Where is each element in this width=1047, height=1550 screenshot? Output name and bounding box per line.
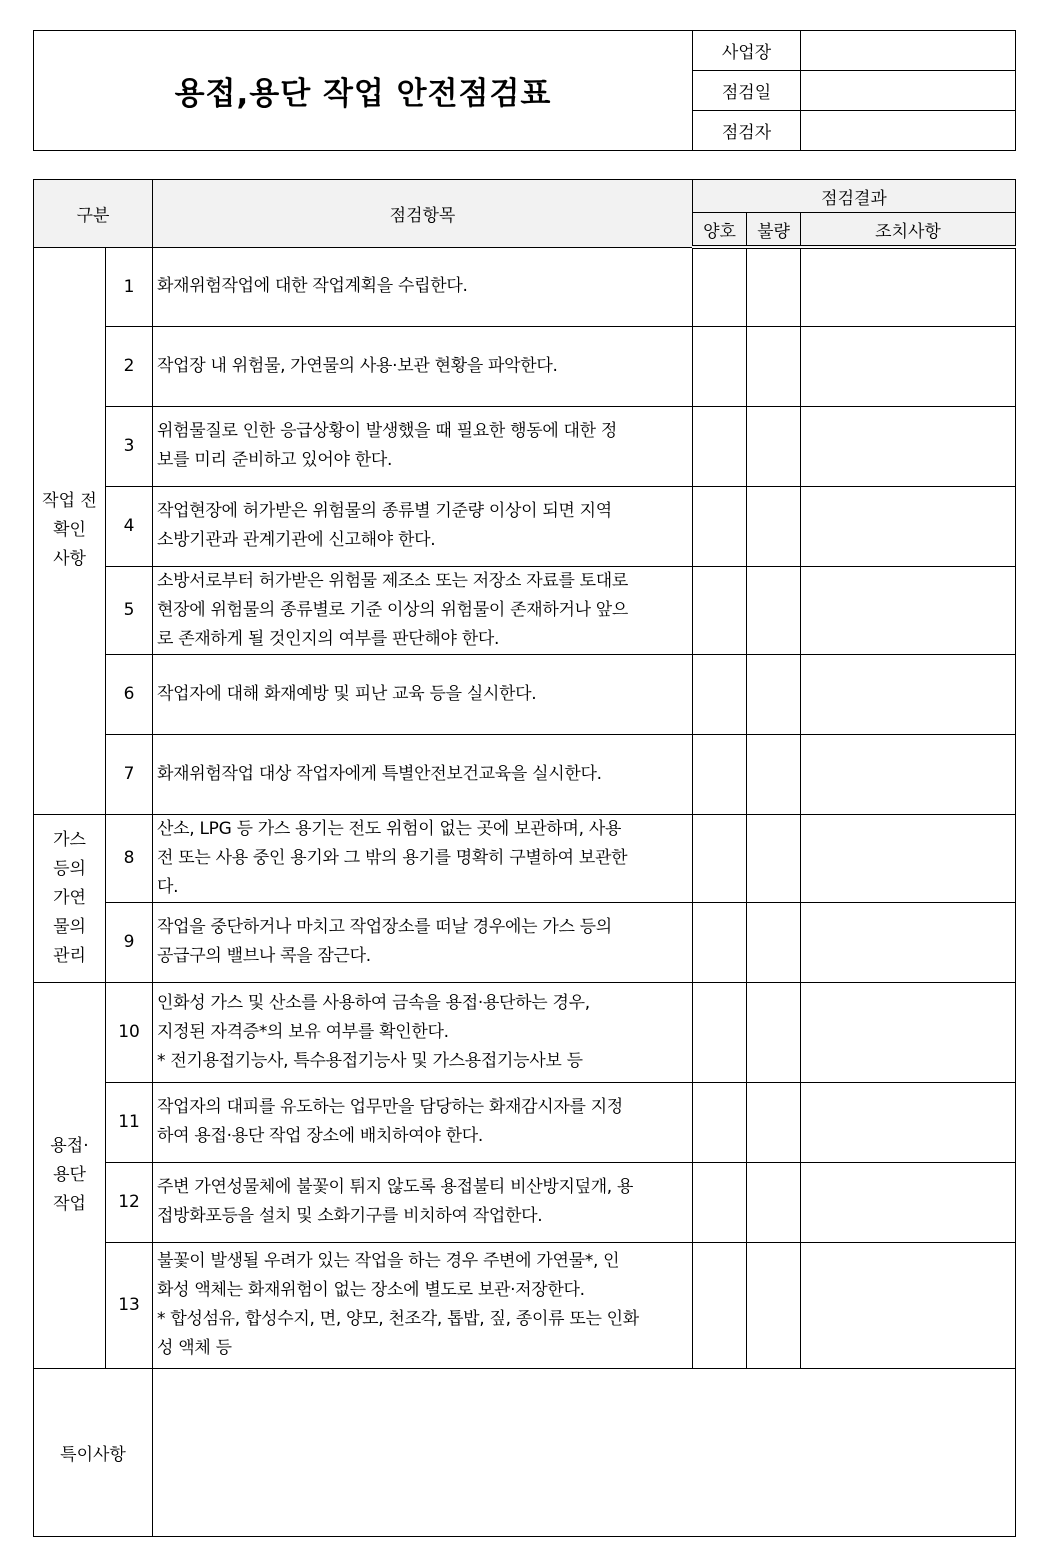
item-number: 11	[106, 1082, 153, 1162]
item-text: 작업현장에 허가받은 위험물의 종류별 기준량 이상이 되면 지역 소방기관과 관계기관에 신고해야 한다.	[153, 486, 693, 566]
remarks-row	[34, 1368, 1016, 1536]
action-cell[interactable]	[801, 1162, 1016, 1242]
bad-check-cell[interactable]	[747, 1242, 801, 1368]
table-row	[34, 566, 1016, 654]
item-number: 8	[106, 814, 153, 902]
action-cell[interactable]	[801, 734, 1016, 814]
bad-check-cell[interactable]	[747, 247, 801, 326]
header-table	[33, 30, 1016, 151]
bad-check-cell[interactable]	[747, 902, 801, 982]
inspection-date-label: 점검일	[693, 71, 801, 111]
workplace-label: 사업장	[693, 31, 801, 71]
category-cell: 작업 전 확인 사항	[34, 247, 106, 814]
item-text: 화재위험작업 대상 작업자에게 특별안전보건교육을 실시한다.	[153, 734, 693, 814]
bad-check-cell[interactable]	[747, 406, 801, 486]
bad-check-cell[interactable]	[747, 566, 801, 654]
good-check-cell[interactable]	[693, 902, 747, 982]
bad-header: 불량	[747, 213, 801, 248]
bad-check-cell[interactable]	[747, 1082, 801, 1162]
table-row	[34, 1162, 1016, 1242]
item-text: 산소, LPG 등 가스 용기는 전도 위험이 없는 곳에 보관하며, 사용 전 또는 사용 중인 용기와 그 밖의 용기를 명확히 구별하여 보관한 다.	[153, 814, 693, 902]
item-number: 6	[106, 654, 153, 734]
bad-check-cell[interactable]	[747, 814, 801, 902]
table-row	[34, 814, 1016, 902]
good-check-cell[interactable]	[693, 1082, 747, 1162]
item-text: 작업자의 대피를 유도하는 업무만을 담당하는 화재감시자를 지정 하여 용접·용단 작업 장소에 배치하여야 한다.	[153, 1082, 693, 1162]
item-text: 불꽃이 발생될 우려가 있는 작업을 하는 경우 주변에 가연물*, 인 화성 액체는 화재위험이 없는 장소에 별도로 보관·저장한다. * 합성섬유, 합성수지, 면, 양모, 천조각, 톱밥, 짚, 종이류 또는 인화 성 액체 등	[153, 1242, 693, 1368]
item-header: 점검항목	[153, 180, 693, 248]
bad-check-cell[interactable]	[747, 982, 801, 1082]
item-number: 4	[106, 486, 153, 566]
inspector-field[interactable]	[801, 111, 1016, 151]
action-cell[interactable]	[801, 406, 1016, 486]
table-row	[34, 1242, 1016, 1368]
good-check-cell[interactable]	[693, 486, 747, 566]
item-number: 3	[106, 406, 153, 486]
remarks-field[interactable]	[153, 1368, 1016, 1536]
category-header: 구분	[34, 180, 153, 248]
item-text: 작업장 내 위험물, 가연물의 사용·보관 현황을 파악한다.	[153, 326, 693, 406]
item-number: 10	[106, 982, 153, 1082]
item-number: 1	[106, 247, 153, 326]
action-cell[interactable]	[801, 902, 1016, 982]
table-row	[34, 406, 1016, 486]
item-text: 주변 가연성물체에 불꽃이 튀지 않도록 용접불티 비산방지덮개, 용 접방화포등을 설치 및 소화기구를 비치하여 작업한다.	[153, 1162, 693, 1242]
item-number: 9	[106, 902, 153, 982]
action-cell[interactable]	[801, 566, 1016, 654]
item-number: 13	[106, 1242, 153, 1368]
item-number: 7	[106, 734, 153, 814]
item-text: 작업을 중단하거나 마치고 작업장소를 떠날 경우에는 가스 등의 공급구의 밸브나 콕을 잠근다.	[153, 902, 693, 982]
action-cell[interactable]	[801, 247, 1016, 326]
bad-check-cell[interactable]	[747, 654, 801, 734]
category-cell: 용접· 용단 작업	[34, 982, 106, 1368]
good-check-cell[interactable]	[693, 982, 747, 1082]
item-text: 화재위험작업에 대한 작업계획을 수립한다.	[153, 247, 693, 326]
bad-check-cell[interactable]	[747, 326, 801, 406]
good-check-cell[interactable]	[693, 654, 747, 734]
page-title: 용접,용단 작업 안전점검표	[34, 31, 693, 151]
table-row	[34, 902, 1016, 982]
inspector-label: 점검자	[693, 111, 801, 151]
action-header: 조치사항	[801, 213, 1016, 248]
table-row	[34, 654, 1016, 734]
item-text: 소방서로부터 허가받은 위험물 제조소 또는 저장소 자료를 토대로 현장에 위험물의 종류별로 기준 이상의 위험물이 존재하거나 앞으 로 존재하게 될 것인지의 여부를 판단해야 한다.	[153, 566, 693, 654]
action-cell[interactable]	[801, 486, 1016, 566]
item-text: 인화성 가스 및 산소를 사용하여 금속을 용접·용단하는 경우, 지정된 자격증*의 보유 여부를 확인한다. * 전기용접기능사, 특수용접기능사 및 가스용접기능사보 등	[153, 982, 693, 1082]
action-cell[interactable]	[801, 654, 1016, 734]
item-text: 작업자에 대해 화재예방 및 피난 교육 등을 실시한다.	[153, 654, 693, 734]
good-check-cell[interactable]	[693, 1242, 747, 1368]
category-cell: 가스 등의 가연 물의 관리	[34, 814, 106, 982]
bad-check-cell[interactable]	[747, 734, 801, 814]
good-check-cell[interactable]	[693, 406, 747, 486]
result-header: 점검결과	[693, 180, 1016, 213]
bad-check-cell[interactable]	[747, 486, 801, 566]
good-check-cell[interactable]	[693, 1162, 747, 1242]
inspection-date-field[interactable]	[801, 71, 1016, 111]
table-row	[34, 734, 1016, 814]
table-row	[34, 326, 1016, 406]
action-cell[interactable]	[801, 1242, 1016, 1368]
good-check-cell[interactable]	[693, 814, 747, 902]
good-check-cell[interactable]	[693, 326, 747, 406]
table-row	[34, 1082, 1016, 1162]
workplace-field[interactable]	[801, 31, 1016, 71]
good-check-cell[interactable]	[693, 734, 747, 814]
item-number: 5	[106, 566, 153, 654]
remarks-label: 특이사항	[34, 1368, 153, 1536]
good-check-cell[interactable]	[693, 566, 747, 654]
table-row	[34, 486, 1016, 566]
bad-check-cell[interactable]	[747, 1162, 801, 1242]
table-row	[34, 247, 1016, 326]
item-text: 위험물질로 인한 응급상황이 발생했을 때 필요한 행동에 대한 정 보를 미리 준비하고 있어야 한다.	[153, 406, 693, 486]
action-cell[interactable]	[801, 814, 1016, 902]
item-number: 2	[106, 326, 153, 406]
item-number: 12	[106, 1162, 153, 1242]
action-cell[interactable]	[801, 1082, 1016, 1162]
checklist-table	[33, 179, 1016, 1537]
good-header: 양호	[693, 213, 747, 248]
table-row	[34, 982, 1016, 1082]
action-cell[interactable]	[801, 982, 1016, 1082]
action-cell[interactable]	[801, 326, 1016, 406]
good-check-cell[interactable]	[693, 247, 747, 326]
